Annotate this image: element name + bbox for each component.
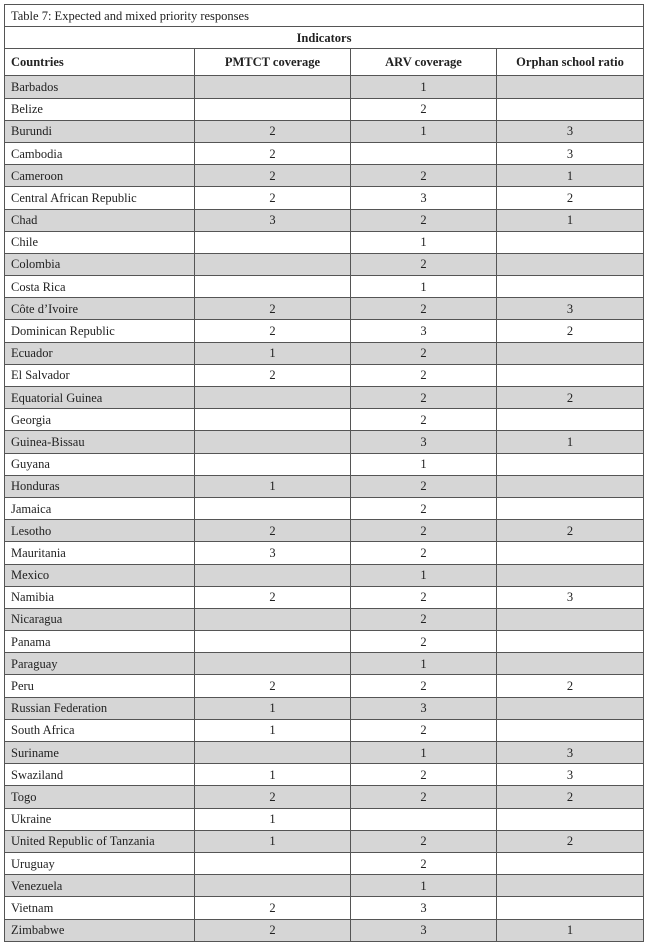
orphan-school-ratio-cell: 1	[497, 165, 644, 187]
country-cell: Guyana	[5, 453, 195, 475]
pmtct-cell	[195, 453, 351, 475]
country-cell: Mexico	[5, 564, 195, 586]
arv-cell: 2	[351, 719, 497, 741]
table-row	[5, 475, 644, 497]
pmtct-cell	[195, 608, 351, 630]
country-cell: Honduras	[5, 475, 195, 497]
country-cell: Namibia	[5, 586, 195, 608]
orphan-school-ratio-cell	[497, 875, 644, 897]
orphan-school-ratio-cell: 2	[497, 187, 644, 209]
country-cell: South Africa	[5, 719, 195, 741]
country-cell: Nicaragua	[5, 608, 195, 630]
pmtct-cell: 1	[195, 764, 351, 786]
table-row	[5, 542, 644, 564]
pmtct-cell: 1	[195, 808, 351, 830]
document-page	[4, 4, 643, 942]
priority-responses-table	[4, 4, 644, 942]
arv-cell: 2	[351, 165, 497, 187]
arv-cell: 2	[351, 364, 497, 386]
country-cell: Chad	[5, 209, 195, 231]
country-cell: Georgia	[5, 409, 195, 431]
orphan-school-ratio-cell	[497, 364, 644, 386]
country-cell: Colombia	[5, 253, 195, 275]
table-row	[5, 187, 644, 209]
table-row	[5, 719, 644, 741]
orphan-school-ratio-cell: 2	[497, 520, 644, 542]
arv-cell: 1	[351, 76, 497, 98]
country-cell: Central African Republic	[5, 187, 195, 209]
arv-cell: 1	[351, 653, 497, 675]
pmtct-cell	[195, 497, 351, 519]
column-header-arv: ARV coverage	[351, 49, 497, 76]
table-row	[5, 431, 644, 453]
arv-cell: 1	[351, 875, 497, 897]
column-header-pmtct: PMTCT coverage	[195, 49, 351, 76]
orphan-school-ratio-cell	[497, 697, 644, 719]
table-row	[5, 497, 644, 519]
orphan-school-ratio-cell	[497, 631, 644, 653]
country-cell: Equatorial Guinea	[5, 387, 195, 409]
country-cell: United Republic of Tanzania	[5, 830, 195, 852]
table-row	[5, 209, 644, 231]
pmtct-cell	[195, 631, 351, 653]
table-row	[5, 697, 644, 719]
orphan-school-ratio-cell: 3	[497, 742, 644, 764]
table-row	[5, 142, 644, 164]
table-row	[5, 120, 644, 142]
orphan-school-ratio-cell: 3	[497, 764, 644, 786]
table-row	[5, 808, 644, 830]
table-row	[5, 364, 644, 386]
arv-cell: 2	[351, 786, 497, 808]
orphan-school-ratio-cell	[497, 231, 644, 253]
country-cell: Uruguay	[5, 852, 195, 874]
pmtct-cell: 3	[195, 209, 351, 231]
country-cell: Russian Federation	[5, 697, 195, 719]
pmtct-cell: 2	[195, 919, 351, 941]
arv-cell: 1	[351, 276, 497, 298]
table-row	[5, 320, 644, 342]
arv-cell: 2	[351, 586, 497, 608]
arv-cell: 2	[351, 253, 497, 275]
arv-cell	[351, 142, 497, 164]
pmtct-cell	[195, 387, 351, 409]
orphan-school-ratio-cell	[497, 98, 644, 120]
pmtct-cell: 2	[195, 520, 351, 542]
arv-cell: 2	[351, 542, 497, 564]
arv-cell: 1	[351, 120, 497, 142]
table-caption-row	[5, 5, 644, 27]
orphan-school-ratio-cell	[497, 76, 644, 98]
pmtct-cell: 2	[195, 142, 351, 164]
orphan-school-ratio-cell: 2	[497, 786, 644, 808]
arv-cell: 2	[351, 852, 497, 874]
orphan-school-ratio-cell	[497, 608, 644, 630]
arv-cell: 3	[351, 919, 497, 941]
column-header-orphan: Orphan school ratio	[497, 49, 644, 76]
country-cell: Jamaica	[5, 497, 195, 519]
country-cell: Vietnam	[5, 897, 195, 919]
orphan-school-ratio-cell	[497, 542, 644, 564]
arv-cell: 1	[351, 742, 497, 764]
pmtct-cell: 1	[195, 342, 351, 364]
country-cell: Guinea-Bissau	[5, 431, 195, 453]
table-row	[5, 875, 644, 897]
table-row	[5, 98, 644, 120]
orphan-school-ratio-cell: 3	[497, 586, 644, 608]
pmtct-cell: 1	[195, 697, 351, 719]
country-cell: Burundi	[5, 120, 195, 142]
orphan-school-ratio-cell	[497, 453, 644, 475]
arv-cell: 3	[351, 187, 497, 209]
orphan-school-ratio-cell	[497, 409, 644, 431]
orphan-school-ratio-cell: 3	[497, 298, 644, 320]
arv-cell: 2	[351, 497, 497, 519]
arv-cell: 2	[351, 764, 497, 786]
orphan-school-ratio-cell	[497, 253, 644, 275]
orphan-school-ratio-cell	[497, 653, 644, 675]
table-row	[5, 653, 644, 675]
arv-cell: 2	[351, 209, 497, 231]
pmtct-cell: 2	[195, 187, 351, 209]
orphan-school-ratio-cell	[497, 808, 644, 830]
table-row	[5, 342, 644, 364]
country-cell: Togo	[5, 786, 195, 808]
table-row	[5, 165, 644, 187]
table-row	[5, 786, 644, 808]
pmtct-cell: 2	[195, 786, 351, 808]
country-cell: Barbados	[5, 76, 195, 98]
arv-cell: 2	[351, 830, 497, 852]
table-row	[5, 76, 644, 98]
pmtct-cell	[195, 564, 351, 586]
arv-cell: 3	[351, 697, 497, 719]
arv-cell: 2	[351, 520, 497, 542]
orphan-school-ratio-cell: 1	[497, 209, 644, 231]
table-row	[5, 586, 644, 608]
table-row	[5, 231, 644, 253]
arv-cell: 2	[351, 342, 497, 364]
country-cell: Paraguay	[5, 653, 195, 675]
arv-cell: 3	[351, 431, 497, 453]
orphan-school-ratio-cell	[497, 564, 644, 586]
country-cell: Belize	[5, 98, 195, 120]
column-header-row	[5, 49, 644, 76]
arv-cell	[351, 808, 497, 830]
pmtct-cell: 2	[195, 120, 351, 142]
country-cell: Panama	[5, 631, 195, 653]
table-row	[5, 631, 644, 653]
pmtct-cell	[195, 742, 351, 764]
pmtct-cell: 2	[195, 364, 351, 386]
table-row	[5, 298, 644, 320]
table-row	[5, 409, 644, 431]
orphan-school-ratio-cell	[497, 497, 644, 519]
pmtct-cell	[195, 875, 351, 897]
country-cell: Cameroon	[5, 165, 195, 187]
table-body	[5, 76, 644, 941]
country-cell: Suriname	[5, 742, 195, 764]
orphan-school-ratio-cell: 2	[497, 387, 644, 409]
arv-cell: 2	[351, 675, 497, 697]
orphan-school-ratio-cell: 2	[497, 830, 644, 852]
column-header-countries: Countries	[5, 49, 195, 76]
pmtct-cell: 2	[195, 675, 351, 697]
orphan-school-ratio-cell: 3	[497, 142, 644, 164]
table-row	[5, 852, 644, 874]
country-cell: Costa Rica	[5, 276, 195, 298]
pmtct-cell	[195, 76, 351, 98]
country-cell: El Salvador	[5, 364, 195, 386]
country-cell: Cambodia	[5, 142, 195, 164]
pmtct-cell: 2	[195, 165, 351, 187]
pmtct-cell: 2	[195, 298, 351, 320]
pmtct-cell: 2	[195, 320, 351, 342]
orphan-school-ratio-cell: 2	[497, 320, 644, 342]
table-row	[5, 830, 644, 852]
pmtct-cell	[195, 409, 351, 431]
pmtct-cell	[195, 253, 351, 275]
orphan-school-ratio-cell	[497, 852, 644, 874]
arv-cell: 3	[351, 320, 497, 342]
table-caption: Table 7: Expected and mixed priority responses	[5, 5, 644, 27]
table-row	[5, 276, 644, 298]
orphan-school-ratio-cell	[497, 719, 644, 741]
arv-cell: 2	[351, 475, 497, 497]
pmtct-cell: 1	[195, 830, 351, 852]
orphan-school-ratio-cell	[497, 342, 644, 364]
orphan-school-ratio-cell	[497, 897, 644, 919]
pmtct-cell	[195, 431, 351, 453]
arv-cell: 2	[351, 298, 497, 320]
pmtct-cell: 1	[195, 719, 351, 741]
pmtct-cell	[195, 276, 351, 298]
arv-cell: 2	[351, 387, 497, 409]
country-cell: Côte d’Ivoire	[5, 298, 195, 320]
orphan-school-ratio-cell	[497, 475, 644, 497]
arv-cell: 3	[351, 897, 497, 919]
orphan-school-ratio-cell: 1	[497, 431, 644, 453]
arv-cell: 2	[351, 409, 497, 431]
pmtct-cell	[195, 231, 351, 253]
country-cell: Chile	[5, 231, 195, 253]
orphan-school-ratio-cell: 2	[497, 675, 644, 697]
group-header-row	[5, 27, 644, 49]
pmtct-cell	[195, 98, 351, 120]
table-row	[5, 919, 644, 941]
orphan-school-ratio-cell: 3	[497, 120, 644, 142]
country-cell: Venezuela	[5, 875, 195, 897]
table-row	[5, 608, 644, 630]
country-cell: Swaziland	[5, 764, 195, 786]
pmtct-cell: 3	[195, 542, 351, 564]
country-cell: Ukraine	[5, 808, 195, 830]
table-row	[5, 675, 644, 697]
table-row	[5, 387, 644, 409]
country-cell: Ecuador	[5, 342, 195, 364]
table-row	[5, 453, 644, 475]
arv-cell: 2	[351, 608, 497, 630]
country-cell: Peru	[5, 675, 195, 697]
table-row	[5, 253, 644, 275]
arv-cell: 2	[351, 631, 497, 653]
pmtct-cell: 1	[195, 475, 351, 497]
country-cell: Zimbabwe	[5, 919, 195, 941]
arv-cell: 1	[351, 564, 497, 586]
orphan-school-ratio-cell: 1	[497, 919, 644, 941]
pmtct-cell	[195, 653, 351, 675]
table-row	[5, 742, 644, 764]
arv-cell: 1	[351, 453, 497, 475]
table-row	[5, 764, 644, 786]
arv-cell: 1	[351, 231, 497, 253]
table-row	[5, 564, 644, 586]
pmtct-cell: 2	[195, 897, 351, 919]
pmtct-cell	[195, 852, 351, 874]
orphan-school-ratio-cell	[497, 276, 644, 298]
country-cell: Mauritania	[5, 542, 195, 564]
table-row	[5, 520, 644, 542]
arv-cell: 2	[351, 98, 497, 120]
pmtct-cell: 2	[195, 586, 351, 608]
table-row	[5, 897, 644, 919]
indicators-header: Indicators	[5, 27, 644, 49]
country-cell: Dominican Republic	[5, 320, 195, 342]
country-cell: Lesotho	[5, 520, 195, 542]
